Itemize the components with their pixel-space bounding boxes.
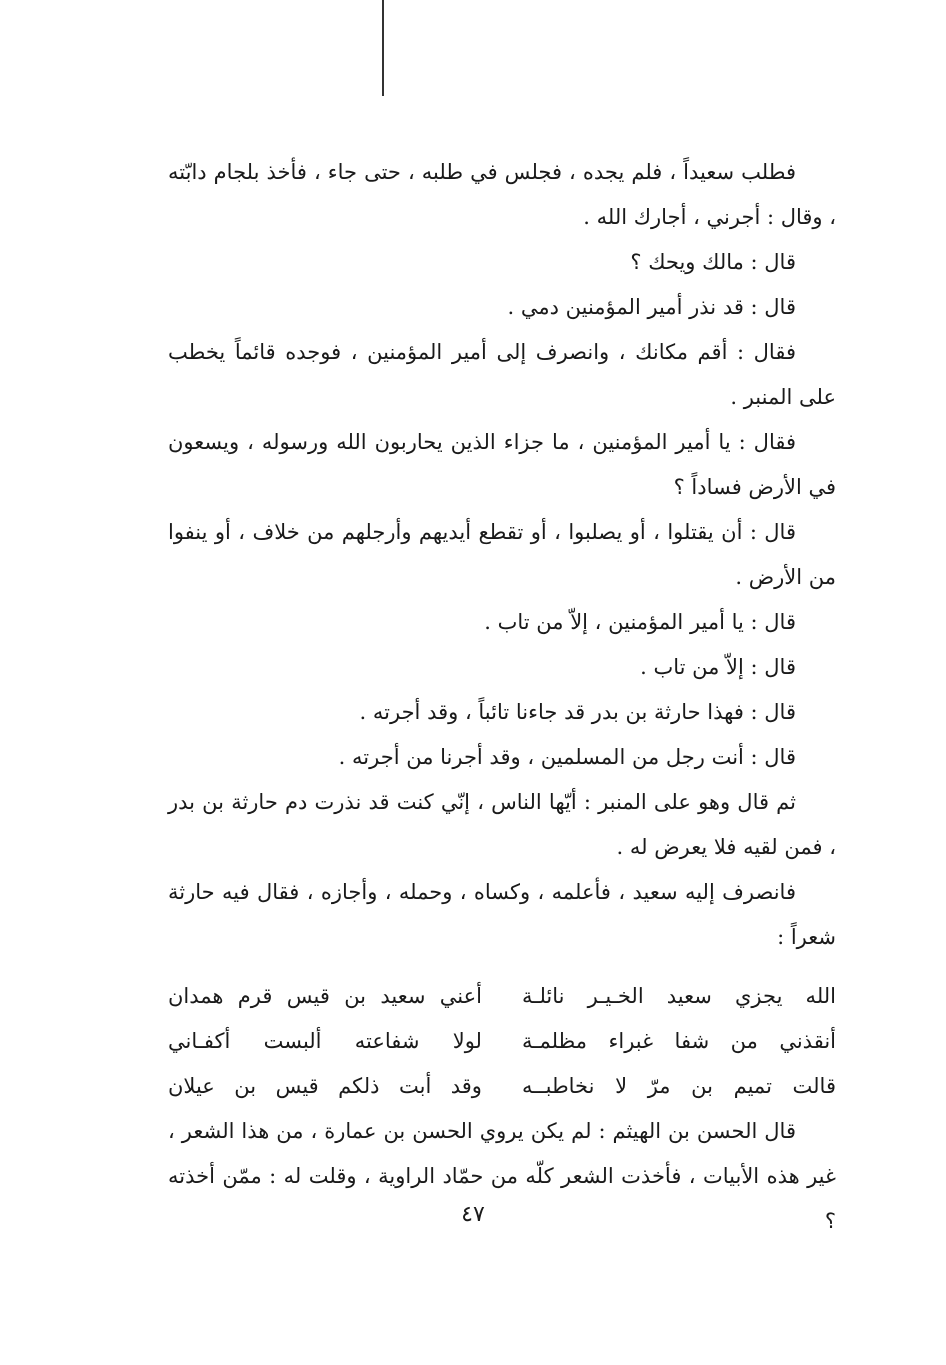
paragraph: قال : يا أمير المؤمنين ، إلاّ من تاب . [484,610,796,634]
paragraph: فقال : أقم مكانك ، وانصرف إلى أمير المؤمنين ، فوجده قائماً يخطب على المنبر . [168,340,836,409]
paragraph: قال : أن يقتلوا ، أو يصلبوا ، أو تقطع أيديهم وأرجلهم من خلاف ، أو ينفوا من الأرض . [168,520,836,589]
verse-second-hemistich: لولا شفاعته ألبست أكفـاني [168,1029,482,1053]
scan-edge-line [382,0,384,96]
paragraph: قال : مالك ويحك ؟ [630,250,796,274]
paragraph: قال : قد نذر أمير المؤمنين دمي . [507,295,796,319]
poem-verse [168,974,836,1019]
poem-verse [168,1019,836,1064]
page-body [168,150,836,1244]
poem [168,974,836,1109]
verse-first-hemistich: الله يجزي سعيد الخـيـر نائلـة [522,984,836,1008]
paragraph: فانصرف إليه سعيد ، فأعلمه ، وكساه ، وحمله ، وأجازه ، فقال فيه حارثة شعراً : [168,880,836,949]
paragraph: ثم قال وهو على المنبر : أيّها الناس ، إنّي كنت قد نذرت دم حارثة بن بدر ، فمن لقيه فلا يعرض له . [168,790,836,859]
verse-first-hemistich: قالت تميم بن مرّ لا نخاطبــه [522,1074,836,1098]
closing-paragraph: قال الحسن بن الهيثم : لم يكن يروي الحسن بن عمارة ، من هذا الشعر ، غير هذه الأبيات ، فأخذت الشعر كلّه من حمّاد الراوية ، وقلت له : ممّن أخذته ؟ [168,1119,836,1233]
paragraph: فطلب سعيداً ، فلم يجده ، فجلس في طلبه ، حتى جاء ، فأخذ بلجام دابّته ، وقال : أجرني ، أجارك الله . [168,160,836,229]
page-number: ٤٧ [461,1202,485,1227]
paragraph: قال : فهذا حارثة بن بدر قد جاءنا تائباً ، وقد أجرته . [359,700,796,724]
verse-first-hemistich: أنقذني من شفا غبراء مظلمـة [522,1029,836,1053]
paragraph: قال : إلاّ من تاب . [640,655,796,679]
verse-second-hemistich: أعني سعيد بن قيس قرم همدان [168,984,482,1008]
paragraph: قال : أنت رجل من المسلمين ، وقد أجرنا من أجرته . [338,745,796,769]
verse-second-hemistich: وقد أبت ذلكم قيس بن عيلان [168,1074,482,1098]
paragraph: فقال : يا أمير المؤمنين ، ما جزاء الذين يحاربون الله ورسوله ، ويسعون في الأرض فساداً ؟ [168,430,836,499]
poem-verse [168,1064,836,1109]
